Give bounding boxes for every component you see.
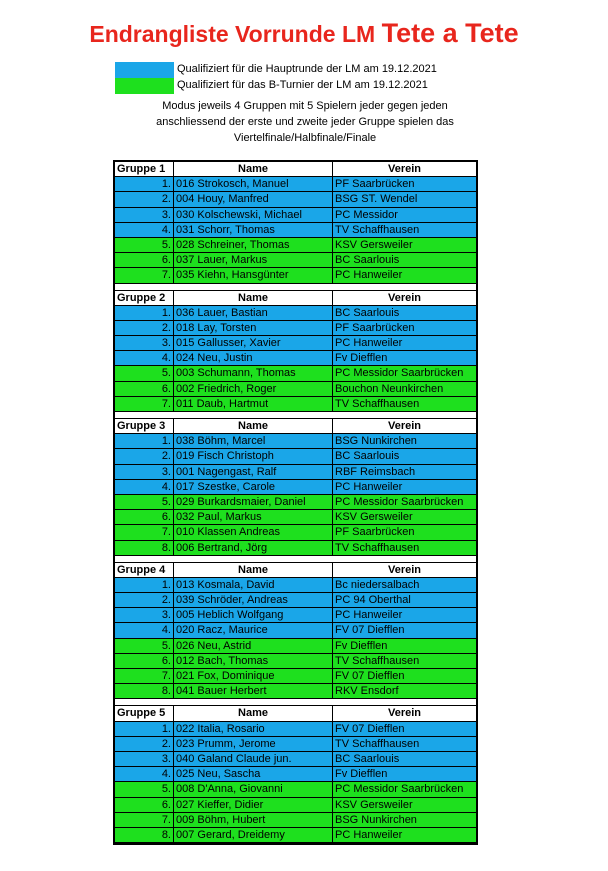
player-name-cell: 037 Lauer, Markus [174, 253, 333, 268]
title-part-2: Tete a Tete [381, 18, 519, 48]
club-cell: PF Saarbrücken [333, 321, 476, 336]
page-title [0, 18, 608, 49]
rank-cell: 7. [115, 813, 174, 828]
club-cell: PC Messidor Saarbrücken [333, 495, 476, 510]
rank-cell: 3. [115, 752, 174, 767]
rank-cell: 2. [115, 449, 174, 464]
table-row [115, 510, 476, 525]
club-cell: KSV Gersweiler [333, 798, 476, 813]
group-header-row [115, 706, 476, 721]
rank-cell: 4. [115, 223, 174, 238]
player-name-cell: 010 Klassen Andreas [174, 525, 333, 540]
note-line: anschliessend der erste und zweite jeder Gruppe spielen das [156, 116, 454, 128]
club-cell: PC Messidor Saarbrücken [333, 366, 476, 381]
player-name-cell: 017 Szestke, Carole [174, 480, 333, 495]
table-row [115, 608, 476, 623]
club-cell: BC Saarlouis [333, 752, 476, 767]
player-name-cell: 023 Prumm, Jerome [174, 737, 333, 752]
club-cell: RKV Ensdorf [333, 684, 476, 699]
player-name-cell: 039 Schröder, Andreas [174, 593, 333, 608]
club-cell: BC Saarlouis [333, 449, 476, 464]
player-name-cell: 024 Neu, Justin [174, 351, 333, 366]
table-row [115, 593, 476, 608]
legend-b-turnier [115, 78, 535, 94]
player-name-cell: 008 D'Anna, Giovanni [174, 782, 333, 797]
club-cell: PC Hanweiler [333, 608, 476, 623]
table-row [115, 767, 476, 782]
table-row [115, 336, 476, 351]
rank-cell: 6. [115, 382, 174, 397]
table-row [115, 639, 476, 654]
rank-cell: 3. [115, 208, 174, 223]
player-name-cell: 011 Daub, Hartmut [174, 397, 333, 412]
table-row [115, 654, 476, 669]
club-cell: FV 07 Diefflen [333, 722, 476, 737]
club-column-header: Verein [333, 706, 476, 721]
table-row [115, 351, 476, 366]
table-row [115, 238, 476, 253]
rank-cell: 1. [115, 434, 174, 449]
legend-hauptrunde [115, 62, 535, 78]
table-row [115, 306, 476, 321]
rank-cell: 5. [115, 366, 174, 381]
ranking-table [113, 160, 478, 845]
club-cell: BSG Nunkirchen [333, 434, 476, 449]
group-label: Gruppe 1 [115, 162, 174, 177]
player-name-cell: 007 Gerard, Dreidemy [174, 828, 333, 843]
mode-note [120, 98, 490, 146]
player-name-cell: 038 Böhm, Marcel [174, 434, 333, 449]
table-row [115, 449, 476, 464]
player-name-cell: 009 Böhm, Hubert [174, 813, 333, 828]
club-cell: PC 94 Oberthal [333, 593, 476, 608]
table-row [115, 798, 476, 813]
rank-cell: 7. [115, 268, 174, 283]
legend-swatch-blue [115, 62, 174, 78]
club-cell: TV Schaffhausen [333, 223, 476, 238]
rank-cell: 7. [115, 397, 174, 412]
legend-text-b-turnier: Qualifiziert für das B-Turnier der LM am 19.12.2021 [177, 79, 428, 91]
table-row [115, 722, 476, 737]
table-row [115, 541, 476, 556]
rank-cell: 6. [115, 253, 174, 268]
player-name-cell: 031 Schorr, Thomas [174, 223, 333, 238]
table-row [115, 177, 476, 192]
rank-cell: 3. [115, 608, 174, 623]
rank-cell: 6. [115, 654, 174, 669]
group-header-row [115, 419, 476, 434]
player-name-cell: 026 Neu, Astrid [174, 639, 333, 654]
player-name-cell: 028 Schreiner, Thomas [174, 238, 333, 253]
table-row [115, 321, 476, 336]
table-row [115, 669, 476, 684]
club-cell: PC Hanweiler [333, 828, 476, 843]
club-cell: PF Saarbrücken [333, 177, 476, 192]
rank-cell: 4. [115, 767, 174, 782]
player-name-cell: 005 Heblich Wolfgang [174, 608, 333, 623]
player-name-cell: 018 Lay, Torsten [174, 321, 333, 336]
player-name-cell: 027 Kieffer, Didier [174, 798, 333, 813]
player-name-cell: 003 Schumann, Thomas [174, 366, 333, 381]
player-name-cell: 019 Fisch Christoph [174, 449, 333, 464]
table-row [115, 525, 476, 540]
club-cell: Fv Diefflen [333, 639, 476, 654]
rank-cell: 7. [115, 669, 174, 684]
note-line: Viertelfinale/Halbfinale/Finale [233, 132, 377, 144]
group-label: Gruppe 5 [115, 706, 174, 721]
rank-cell: 6. [115, 798, 174, 813]
rank-cell: 4. [115, 480, 174, 495]
club-cell: Fv Diefflen [333, 767, 476, 782]
player-name-cell: 001 Nagengast, Ralf [174, 465, 333, 480]
player-name-cell: 032 Paul, Markus [174, 510, 333, 525]
club-cell: PC Messidor Saarbrücken [333, 782, 476, 797]
group-header-row [115, 563, 476, 578]
club-column-header: Verein [333, 162, 476, 177]
club-cell: KSV Gersweiler [333, 510, 476, 525]
table-row [115, 623, 476, 638]
rank-cell: 2. [115, 321, 174, 336]
group-label: Gruppe 2 [115, 291, 174, 306]
rank-cell: 1. [115, 306, 174, 321]
club-column-header: Verein [333, 419, 476, 434]
club-cell: Bouchon Neunkirchen [333, 382, 476, 397]
table-row [115, 208, 476, 223]
player-name-cell: 030 Kolschewski, Michael [174, 208, 333, 223]
player-name-cell: 041 Bauer Herbert [174, 684, 333, 699]
club-cell: PF Saarbrücken [333, 525, 476, 540]
club-column-header: Verein [333, 291, 476, 306]
player-name-cell: 035 Kiehn, Hansgünter [174, 268, 333, 283]
table-row [115, 397, 476, 412]
club-cell: PC Hanweiler [333, 268, 476, 283]
rank-cell: 5. [115, 495, 174, 510]
player-name-cell: 036 Lauer, Bastian [174, 306, 333, 321]
club-cell: TV Schaffhausen [333, 397, 476, 412]
player-name-cell: 002 Friedrich, Roger [174, 382, 333, 397]
rank-cell: 4. [115, 351, 174, 366]
rank-cell: 2. [115, 593, 174, 608]
club-cell: BSG ST. Wendel [333, 192, 476, 207]
group-separator [115, 699, 476, 706]
player-name-cell: 004 Houy, Manfred [174, 192, 333, 207]
club-cell: TV Schaffhausen [333, 737, 476, 752]
table-row [115, 684, 476, 699]
player-name-cell: 020 Racz, Maurice [174, 623, 333, 638]
player-name-cell: 016 Strokosch, Manuel [174, 177, 333, 192]
table-row [115, 382, 476, 397]
table-row [115, 223, 476, 238]
rank-cell: 3. [115, 465, 174, 480]
group-label: Gruppe 4 [115, 563, 174, 578]
table-row [115, 465, 476, 480]
group-header-row [115, 162, 476, 177]
group-separator [115, 556, 476, 563]
table-row [115, 737, 476, 752]
rank-cell: 8. [115, 684, 174, 699]
table-row [115, 782, 476, 797]
club-cell: BSG Nunkirchen [333, 813, 476, 828]
table-row [115, 480, 476, 495]
player-name-cell: 025 Neu, Sascha [174, 767, 333, 782]
player-name-cell: 040 Galand Claude jun. [174, 752, 333, 767]
table-row [115, 192, 476, 207]
table-row [115, 434, 476, 449]
club-column-header: Verein [333, 563, 476, 578]
table-row [115, 268, 476, 283]
club-cell: Bc niedersalbach [333, 578, 476, 593]
table-row [115, 495, 476, 510]
club-cell: PC Messidor [333, 208, 476, 223]
rank-cell: 5. [115, 639, 174, 654]
club-cell: KSV Gersweiler [333, 238, 476, 253]
club-cell: Fv Diefflen [333, 351, 476, 366]
name-column-header: Name [174, 706, 333, 721]
rank-cell: 1. [115, 177, 174, 192]
player-name-cell: 006 Bertrand, Jörg [174, 541, 333, 556]
club-cell: RBF Reimsbach [333, 465, 476, 480]
club-cell: PC Hanweiler [333, 336, 476, 351]
legend-swatch-green [115, 78, 174, 94]
rank-cell: 4. [115, 623, 174, 638]
rank-cell: 2. [115, 192, 174, 207]
table-row [115, 828, 476, 843]
player-name-cell: 015 Gallusser, Xavier [174, 336, 333, 351]
club-cell: FV 07 Diefflen [333, 669, 476, 684]
table-row [115, 366, 476, 381]
club-cell: BC Saarlouis [333, 306, 476, 321]
rank-cell: 8. [115, 828, 174, 843]
club-cell: TV Schaffhausen [333, 541, 476, 556]
rank-cell: 2. [115, 737, 174, 752]
table-row [115, 253, 476, 268]
legend-text-hauptrunde: Qualifiziert für die Hauptrunde der LM am 19.12.2021 [177, 63, 437, 75]
group-separator [115, 412, 476, 419]
group-separator [115, 284, 476, 291]
player-name-cell: 021 Fox, Dominique [174, 669, 333, 684]
player-name-cell: 022 Italia, Rosario [174, 722, 333, 737]
club-cell: TV Schaffhausen [333, 654, 476, 669]
rank-cell: 7. [115, 525, 174, 540]
rank-cell: 1. [115, 578, 174, 593]
group-header-row [115, 291, 476, 306]
note-line: Modus jeweils 4 Gruppen mit 5 Spielern jeder gegen jeden [162, 100, 448, 112]
table-row [115, 813, 476, 828]
table-row [115, 578, 476, 593]
player-name-cell: 013 Kosmala, David [174, 578, 333, 593]
rank-cell: 3. [115, 336, 174, 351]
name-column-header: Name [174, 563, 333, 578]
name-column-header: Name [174, 419, 333, 434]
rank-cell: 1. [115, 722, 174, 737]
rank-cell: 8. [115, 541, 174, 556]
title-part-1: Endrangliste Vorrunde LM [89, 21, 382, 47]
table-row [115, 752, 476, 767]
group-label: Gruppe 3 [115, 419, 174, 434]
club-cell: PC Hanweiler [333, 480, 476, 495]
rank-cell: 5. [115, 782, 174, 797]
name-column-header: Name [174, 162, 333, 177]
player-name-cell: 012 Bach, Thomas [174, 654, 333, 669]
club-cell: BC Saarlouis [333, 253, 476, 268]
player-name-cell: 029 Burkardsmaier, Daniel [174, 495, 333, 510]
name-column-header: Name [174, 291, 333, 306]
club-cell: FV 07 Diefflen [333, 623, 476, 638]
rank-cell: 6. [115, 510, 174, 525]
rank-cell: 5. [115, 238, 174, 253]
